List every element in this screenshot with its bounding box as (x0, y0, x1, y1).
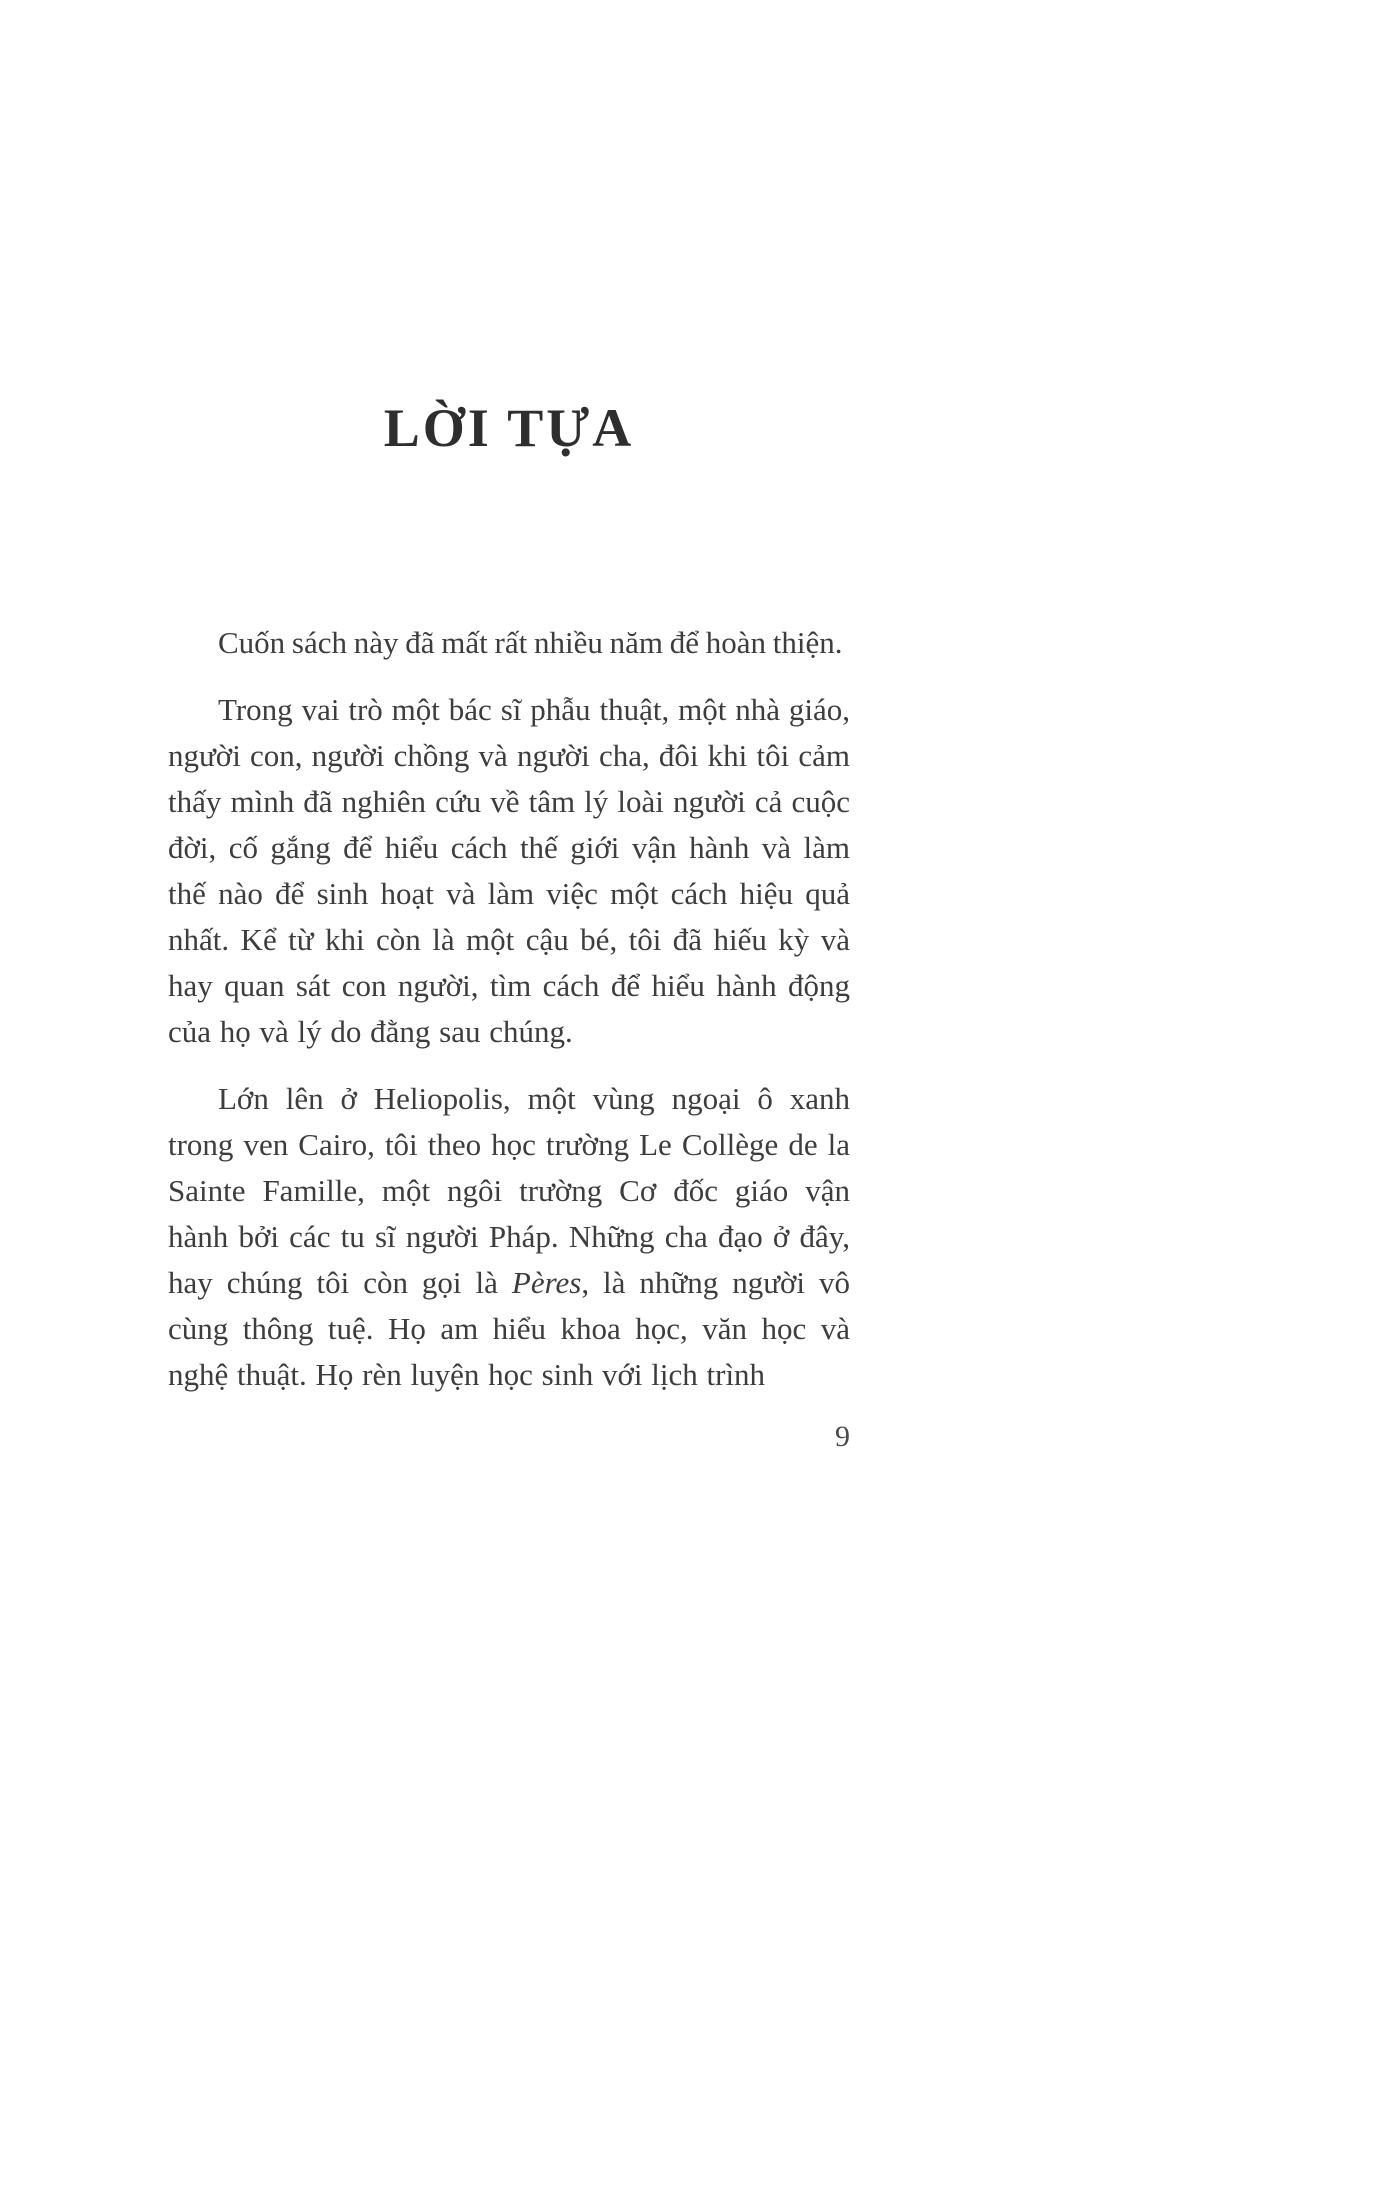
page-number: 9 (835, 1420, 850, 1453)
italic-term: Pères (511, 1265, 582, 1300)
paragraph-3 (168, 1076, 850, 1398)
paragraph-3-text-post: , là những người vô cùng thông tuệ. Họ am hiểu khoa học, văn học và nghệ thuật. Họ rèn luyện học sinh với lịch trình (168, 1265, 850, 1392)
paragraph-2: Trong vai trò một bác sĩ phẫu thuật, một nhà giáo, người con, người chồng và người cha, đôi khi tôi cảm thấy mình đã nghiên cứu về tâm lý loài người cả cuộc đời, cố gắng để hiểu cách thế giới vận hành và làm thế nào để sinh hoạt và làm việc một cách hiệu quả nhất. Kể từ khi còn là một cậu bé, tôi đã hiếu kỳ và hay quan sát con người, tìm cách để hiểu hành động của họ và lý do đằng sau chúng. (168, 692, 850, 1049)
text-column (168, 0, 850, 1455)
chapter-title: LỜI TỰA (383, 398, 635, 458)
paragraph-3-text-pre: Lớn lên ở Heliopolis, một vùng ngoại ô xanh trong ven Cairo, tôi theo học trường Le Collège de la Sainte Famille, một ngôi trường Cơ đốc giáo vận hành bởi các tu sĩ người Pháp. Những cha đạo ở đây, hay chúng tôi còn gọi là (168, 1081, 850, 1300)
paragraph-1: Cuốn sách này đã mất rất nhiều năm để hoàn thiện. (218, 625, 843, 660)
